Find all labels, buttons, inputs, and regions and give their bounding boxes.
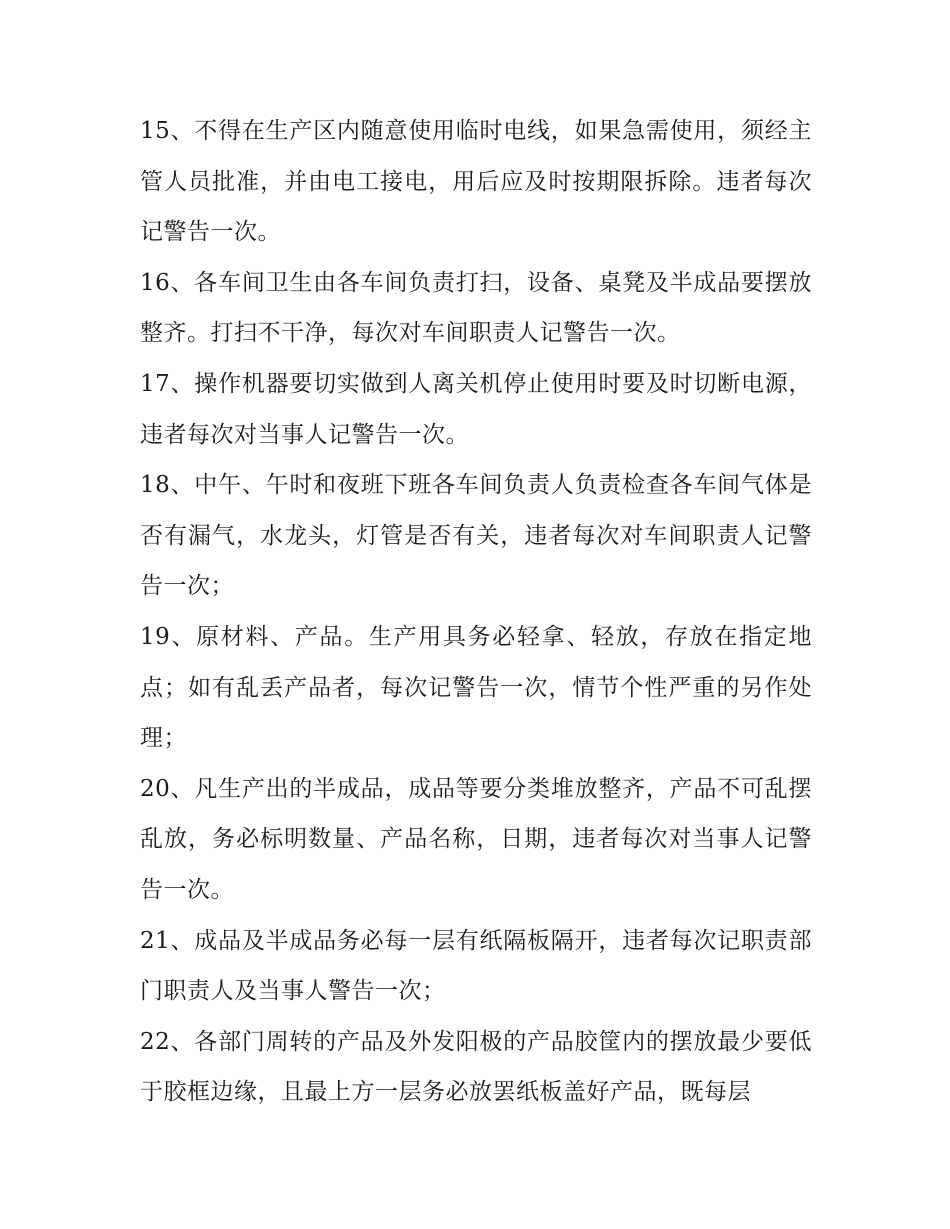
rule-paragraph-22: 22、各部门周转的产品及外发阳极的产品胶筐内的摆放最少要低于胶框边缘，且最上方一层务必放罢纸板盖好产品，既每层 [140,1028,812,1106]
rule-paragraph-15: 15、不得在生产区内随意使用临时电线，如果急需使用，须经主管人员批准，并由电工接电，用后应及时按期限拆除。违者每次记警告一次。 [140,118,812,246]
document-body [140,106,812,1118]
rule-paragraph-21: 21、成品及半成品务必每一层有纸隔板隔开，违者每次记职责部门职责人及当事人警告一次； [140,927,812,1005]
rule-paragraph-16: 16、各车间卫生由各车间负责打扫，设备、桌凳及半成品要摆放整齐。打扫不干净，每次对车间职责人记警告一次。 [140,269,812,347]
rule-paragraph-18: 18、中午、午时和夜班下班各车间负责人负责检查各车间气体是否有漏气，水龙头，灯管是否有关，违者每次对车间职责人记警告一次； [140,472,812,600]
rule-paragraph-19: 19、原材料、产品。生产用具务必轻拿、轻放，存放在指定地点；如有乱丢产品者，每次记警告一次，情节个性严重的另作处理； [140,623,812,752]
rule-paragraph-17: 17、操作机器要切实做到人离关机停止使用时要及时切断电源，违者每次对当事人记警告一次。 [140,370,812,448]
rule-paragraph-20: 20、凡生产出的半成品，成品等要分类堆放整齐，产品不可乱摆乱放，务必标明数量、产品名称，日期，违者每次对当事人记警告一次。 [140,775,812,903]
